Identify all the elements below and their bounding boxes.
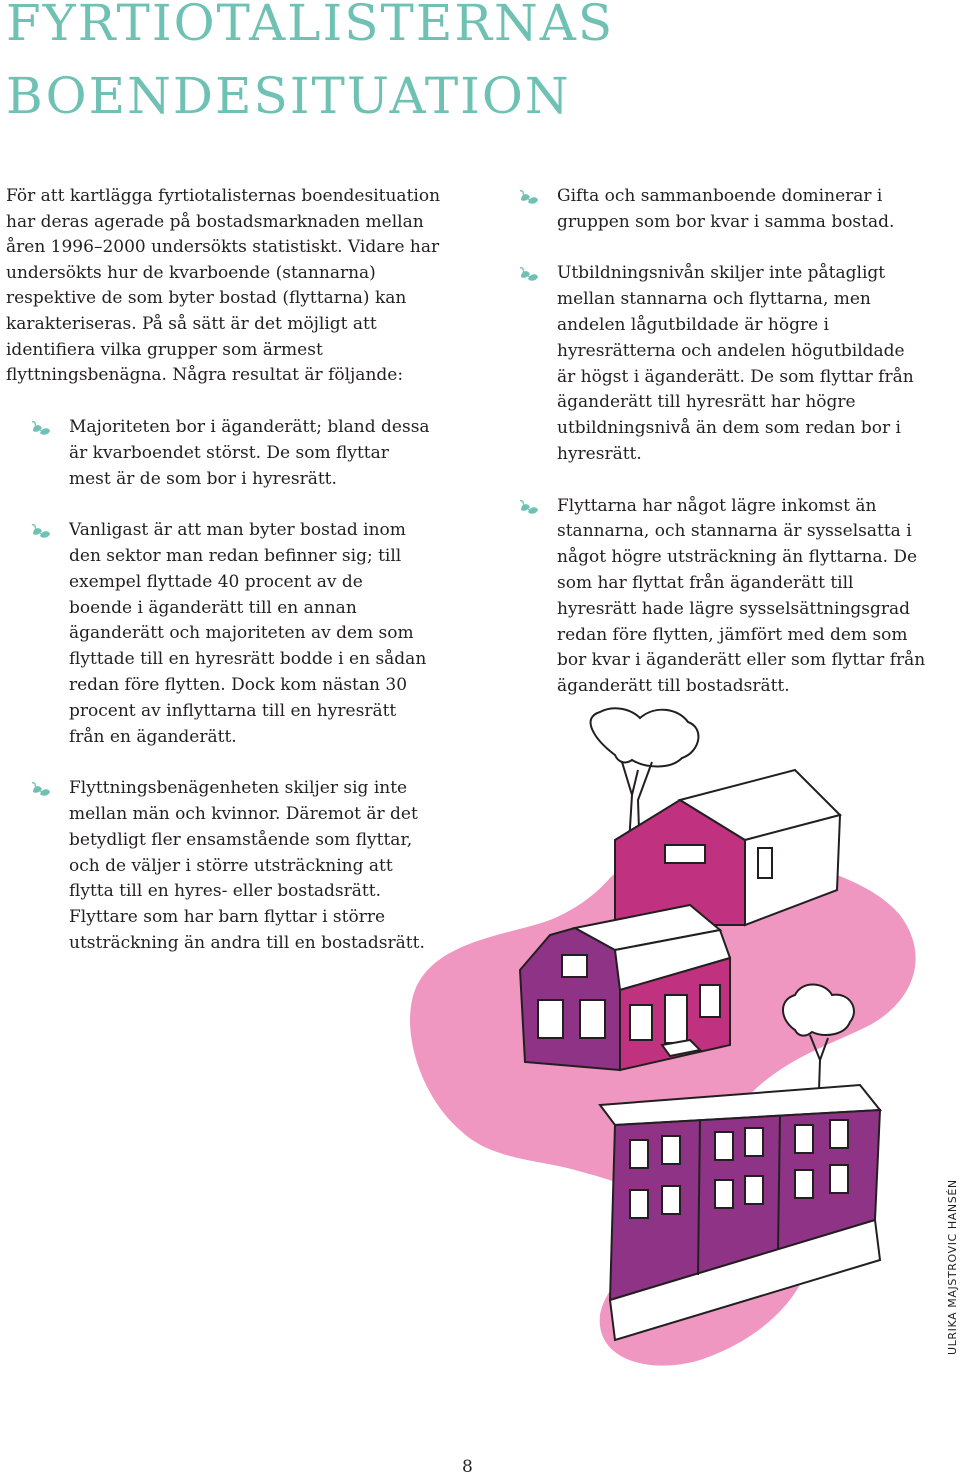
list-item-text: Vanligast är att man byter bostad inom den sektor man redan befinner sig; till exempel flyttade 40 procent av de boende i äganderätt till en annan äganderätt och majoriteten av dem som flyttade till en hyresrätt bodde i en sådan redan före flytten. Dock kom nästan 30 procent av inflyttarna till en hyresrätt från en äganderätt. — [69, 520, 427, 747]
left-bullet-list — [30, 415, 430, 983]
floral-heart-icon — [30, 520, 52, 542]
floral-heart-icon — [518, 496, 540, 518]
list-item — [30, 776, 430, 957]
floral-heart-icon — [518, 186, 540, 208]
list-item — [30, 415, 430, 492]
illustrator-credit: ULRIKA MAJSTROVIC HANSÉN — [946, 1179, 959, 1355]
floral-heart-icon — [518, 263, 540, 285]
page-number: 8 — [462, 1457, 473, 1477]
list-item — [518, 494, 928, 700]
list-item-text: Flyttningsbenägenheten skiljer sig inte mellan män och kvinnor. Däremot är det betydligt fler ensamstående som flyttar, och de väljer i större utsträckning att flytta till en hyres- eller bostadsrätt. Flyttare som har barn flyttar i större utsträckning än andra till en bostadsrätt. — [69, 778, 425, 953]
floral-heart-icon — [30, 778, 52, 800]
floral-heart-icon — [30, 417, 52, 439]
list-item-text: Majoriteten bor i äganderätt; bland dessa är kvarboendet störst. De som flyttar mest är de som bor i hyresrätt. — [69, 417, 430, 489]
list-item — [518, 261, 928, 467]
magenta-house — [615, 770, 840, 925]
list-item — [518, 184, 928, 236]
right-bullet-list — [518, 184, 928, 726]
list-item — [30, 518, 430, 750]
row-houses — [600, 1085, 880, 1340]
list-item-text: Flyttarna har något lägre inkomst än stannarna, och stannarna är sysselsatta i något högre utsträckning än flyttarna. De som har flyttat från äganderätt till hyresrätt hade lägre sysselsättningsgrad redan före flytten, jämfört med dem som bor kvar i äganderätt eller som flyttar från äganderätt till bostadsrätt. — [557, 495, 926, 697]
houses-illustration — [400, 700, 940, 1400]
list-item-text: Utbildningsnivån skiljer inte påtagligt mellan stannarna och flyttarna, men andelen lågutbildade är högre i hyresrätterna och andelen högutbildade är högst i äganderätt. De som flyttar från äganderätt till hyresrätt har högre utbildningsnivå än dem som redan bor i hyresrätt. — [557, 263, 914, 464]
intro-paragraph: För att kartlägga fyrtiotalisternas boendesituation har deras agerade på bostadsmarknaden mellan åren 1996–2000 undersökts statistiskt. Vidare har undersökts hur de kvarboende (stannarna) respektive de som byter bostad (flyttarna) kan karakteriseras. På så sätt är det möjligt att identifiera vilka grupper som ärmest flyttningsbenägna. Några resultat är följande: — [6, 186, 441, 386]
page-title-line-1: FYRTIOTALISTERNAS — [6, 0, 615, 52]
page-title-line-2: BOENDESITUATION — [6, 67, 571, 125]
list-item-text: Gifta och sammanboende dominerar i gruppen som bor kvar i samma bostad. — [557, 186, 895, 232]
